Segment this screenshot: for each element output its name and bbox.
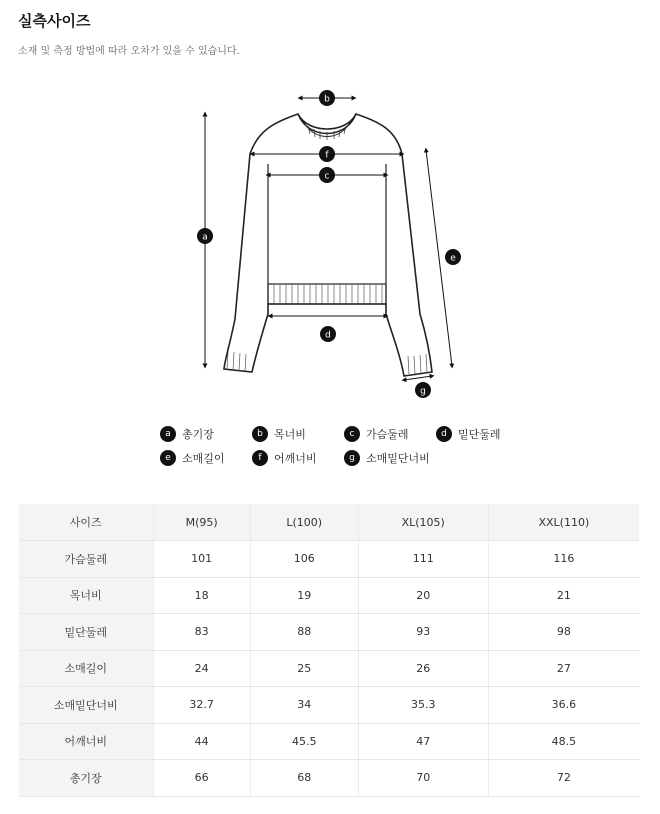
legend-label: 소매밑단너비	[366, 452, 430, 465]
table-cell: 101	[153, 541, 250, 578]
legend-badge: g	[344, 450, 360, 466]
legend-badge: b	[252, 426, 268, 442]
legend-label: 밑단둘레	[458, 428, 501, 441]
svg-text:e: e	[450, 253, 456, 264]
column-header: XXL(110)	[488, 504, 639, 541]
sweater-illustration	[190, 84, 470, 404]
legend-item-c	[344, 426, 436, 442]
table-cell: 83	[153, 614, 250, 651]
svg-text:c: c	[324, 171, 330, 182]
legend-item-e	[160, 450, 252, 466]
table-row	[19, 541, 639, 578]
table-cell: 25	[250, 650, 358, 687]
svg-text:b: b	[324, 94, 330, 105]
page-title: 실측사이즈	[18, 12, 91, 30]
table-cell: 47	[358, 723, 488, 760]
table-cell: 19	[250, 577, 358, 614]
row-header: 어깨너비	[19, 723, 153, 760]
row-header: 밑단둘레	[19, 614, 153, 651]
measurement-legend	[160, 422, 540, 470]
marker-f	[319, 146, 335, 162]
table-row	[19, 650, 639, 687]
table-cell: 44	[153, 723, 250, 760]
legend-label: 가슴둘레	[366, 428, 409, 441]
table-cell: 66	[153, 760, 250, 797]
table-row	[19, 577, 639, 614]
table-row	[19, 723, 639, 760]
table-header-row	[19, 504, 639, 541]
legend-badge: d	[436, 426, 452, 442]
legend-badge: f	[252, 450, 268, 466]
column-header: L(100)	[250, 504, 358, 541]
table-row	[19, 614, 639, 651]
legend-label: 총기장	[182, 428, 214, 441]
marker-b	[319, 90, 335, 106]
table-cell: 27	[488, 650, 639, 687]
table-cell: 88	[250, 614, 358, 651]
table-cell: 111	[358, 541, 488, 578]
legend-item-d	[436, 426, 528, 442]
row-header: 가슴둘레	[19, 541, 153, 578]
table-cell: 48.5	[488, 723, 639, 760]
legend-badge: e	[160, 450, 176, 466]
table-cell: 36.6	[488, 687, 639, 724]
legend-item-f	[252, 450, 344, 466]
sweater-measurement-diagram	[190, 84, 470, 404]
table-cell: 21	[488, 577, 639, 614]
table-cell: 93	[358, 614, 488, 651]
table-cell: 116	[488, 541, 639, 578]
legend-badge: c	[344, 426, 360, 442]
page-subtitle: 소재 및 측정 방법에 따라 오차가 있을 수 있습니다.	[18, 46, 240, 57]
row-header: 목너비	[19, 577, 153, 614]
legend-item-g	[344, 450, 444, 466]
table-cell: 35.3	[358, 687, 488, 724]
marker-d	[320, 326, 336, 342]
marker-c	[319, 167, 335, 183]
column-header: M(95)	[153, 504, 250, 541]
table-cell: 20	[358, 577, 488, 614]
table-cell: 45.5	[250, 723, 358, 760]
table-row	[19, 687, 639, 724]
table-cell: 106	[250, 541, 358, 578]
legend-item-b	[252, 426, 344, 442]
row-header: 소매밑단너비	[19, 687, 153, 724]
svg-text:g: g	[420, 386, 426, 397]
table-cell: 72	[488, 760, 639, 797]
row-header: 소매길이	[19, 650, 153, 687]
table-cell: 34	[250, 687, 358, 724]
svg-text:f: f	[325, 150, 329, 161]
svg-text:a: a	[202, 232, 208, 243]
table-cell: 70	[358, 760, 488, 797]
legend-item-a	[160, 426, 252, 442]
table-cell: 24	[153, 650, 250, 687]
table-row	[19, 760, 639, 797]
legend-label: 어깨너비	[274, 452, 317, 465]
row-header: 총기장	[19, 760, 153, 797]
column-header: 사이즈	[19, 504, 153, 541]
table-cell: 98	[488, 614, 639, 651]
table-cell: 68	[250, 760, 358, 797]
marker-a	[197, 228, 213, 244]
marker-e	[445, 249, 461, 265]
table-cell: 26	[358, 650, 488, 687]
svg-text:d: d	[325, 330, 331, 341]
marker-g	[415, 382, 431, 398]
table-cell: 18	[153, 577, 250, 614]
size-chart-table	[19, 504, 639, 797]
legend-label: 목너비	[274, 428, 306, 441]
table-cell: 32.7	[153, 687, 250, 724]
legend-badge: a	[160, 426, 176, 442]
legend-label: 소매길이	[182, 452, 225, 465]
column-header: XL(105)	[358, 504, 488, 541]
